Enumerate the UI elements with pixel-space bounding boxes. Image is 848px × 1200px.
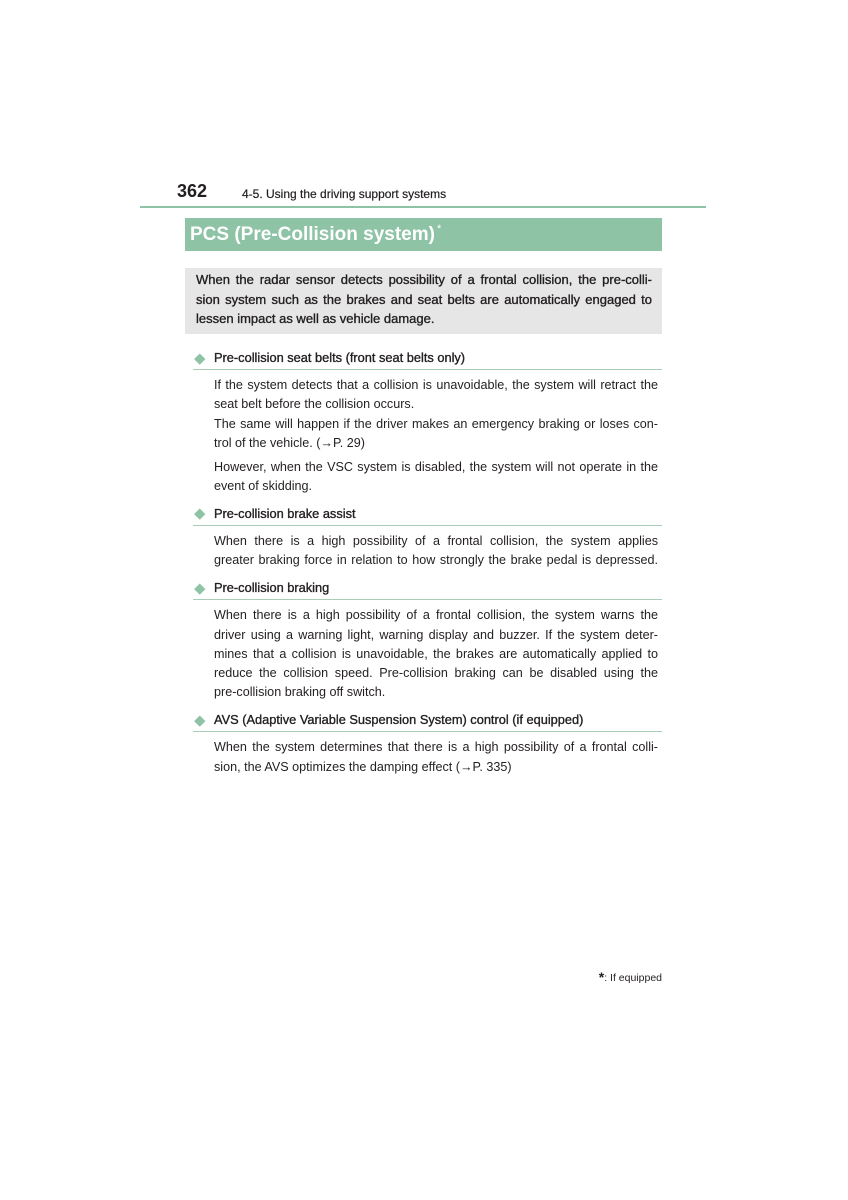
text-line: If the system detects that a collision is unavoidable, the system will retract the	[214, 378, 658, 392]
text-line: greater braking force in relation to how strongly the brake pedal is depressed.	[214, 553, 658, 568]
feature-section-brake-assist	[193, 504, 662, 571]
feature-heading	[193, 504, 662, 526]
feature-section-avs	[193, 710, 662, 777]
text-line: driver using a warning light, warning display and buzzer. If the system deter-	[214, 627, 658, 642]
page-number: 362	[177, 181, 208, 201]
feature-heading-label: Pre-collision seat belts (front seat belts only)	[214, 350, 466, 365]
text-line: When there is a high possibility of a frontal collision, the system warns the	[214, 608, 658, 623]
diamond-icon	[194, 509, 205, 520]
feature-heading-label: AVS (Adaptive Variable Suspension System) control (if equipped)	[214, 712, 584, 728]
text-line: seat belt before the collision occurs.	[214, 397, 415, 412]
diamond-icon	[194, 353, 205, 364]
feature-section-seat-belts	[193, 348, 662, 496]
feature-heading	[193, 578, 662, 600]
text-line: When there is a high possibility of a frontal collision, the system applies	[214, 533, 658, 548]
feature-heading	[193, 348, 662, 370]
intro-line: sion system such as the brakes and seat belts are automatically engaged to	[196, 291, 652, 307]
feature-heading	[193, 710, 662, 732]
feature-list	[193, 348, 662, 777]
feature-section-braking	[193, 578, 662, 702]
header-rule	[140, 206, 706, 208]
feature-heading-label: Pre-collision brake assist	[214, 505, 356, 521]
text-line: pre-collision braking off switch.	[214, 685, 386, 700]
page-title: PCS (Pre-Collision system)	[190, 224, 435, 245]
footnote-text: : If equipped	[604, 972, 662, 984]
intro-summary-box	[185, 268, 662, 334]
title-footnote-mark: *	[436, 223, 442, 235]
text-line: However, when the VSC system is disabled, the system will not operate in the	[214, 459, 658, 474]
paragraph	[214, 458, 658, 497]
feature-heading-label: Pre-collision braking	[214, 580, 330, 596]
paragraph	[214, 532, 658, 571]
diamond-icon	[194, 715, 205, 726]
feature-description	[193, 376, 658, 496]
footnote	[599, 968, 662, 987]
paragraph	[214, 376, 658, 453]
diamond-icon	[194, 583, 205, 594]
text-line: The same will happen if the driver makes an emergency braking or loses con-	[214, 416, 658, 431]
intro-line: lessen impact as well as vehicle damage.	[196, 311, 435, 326]
text-line: When the system determines that there is a high possibility of a frontal colli-	[214, 740, 658, 755]
feature-description	[193, 738, 658, 777]
paragraph	[214, 738, 658, 777]
text-line: sion, the AVS optimizes the damping effect (→P. 335)	[214, 759, 512, 774]
section-title-bar	[185, 218, 662, 251]
text-line: reduce the collision speed. Pre-collision braking can be disabled using the	[214, 666, 658, 681]
feature-description	[193, 606, 658, 702]
paragraph	[214, 606, 658, 702]
text-line: trol of the vehicle. (→P. 29)	[214, 435, 365, 450]
intro-line: When the radar sensor detects possibility of a frontal collision, the pre-colli-	[196, 272, 652, 287]
running-header: 4-5. Using the driving support systems	[242, 187, 447, 201]
text-line: event of skidding.	[214, 478, 313, 493]
feature-description	[193, 532, 658, 571]
text-line: mines that a collision is unavoidable, the brakes are automatically applied to	[214, 646, 658, 661]
footnote-mark: *	[598, 969, 605, 985]
